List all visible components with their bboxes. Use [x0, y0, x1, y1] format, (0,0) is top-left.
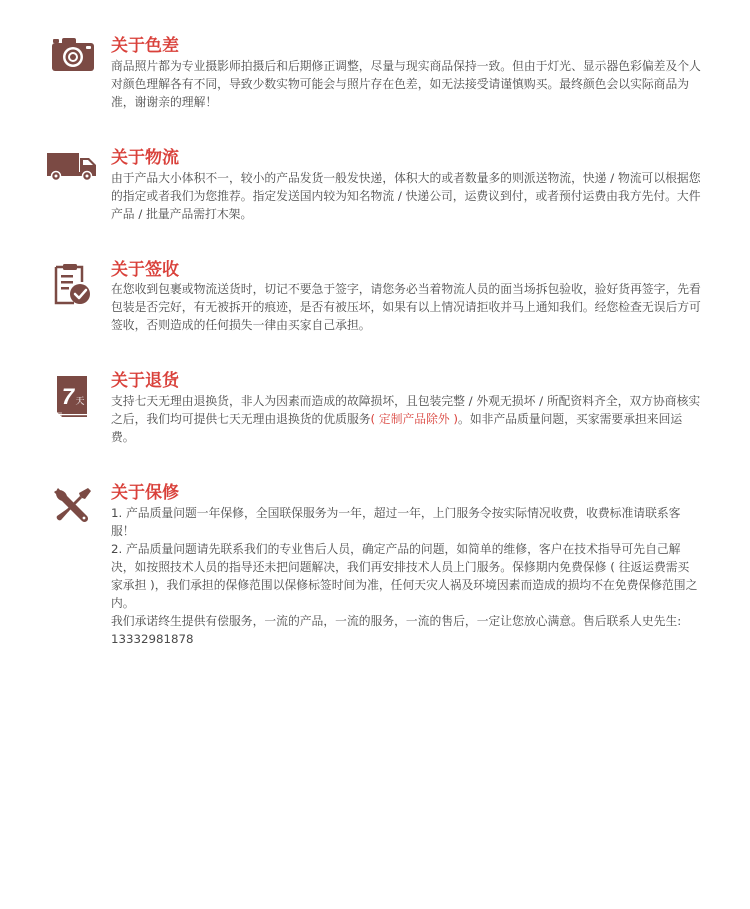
delivery-truck-icon	[46, 150, 100, 196]
section-title: 关于退货	[111, 371, 179, 391]
warranty-paragraph: 我们承诺终生提供有偿服务，一流的产品，一流的服务，一流的售后，一定让您放心满意。售后联系人史先生: 13332981878	[111, 614, 682, 646]
section-text: 由于产品大小体积不一，较小的产品发货一般发快递，体积大的或者数量多的则派送物流，快递 / 物流可以根据您的指定或者我们为您推荐。指定发送国内较为知名物流 / 快递公司，运费议到付，或者预付运费由我方先付。大件产品 / 批量产品需打木架。	[111, 171, 701, 221]
section-title: 关于物流	[111, 148, 179, 168]
section-title: 关于保修	[111, 483, 179, 503]
custom-products-excluded-note: ( 定制产品除外 )	[370, 412, 459, 426]
warranty-paragraph: 1. 产品质量问题一年保修，全国联保服务为一年，超过一年，上门服务令按实际情况收费，收费标准请联系客服！	[111, 506, 681, 538]
calendar-day-label: 天	[75, 397, 85, 407]
section-title: 关于签收	[111, 260, 179, 280]
returns-text-main: 支持七天无理由退换货，非人为因素而造成的故障损坏，且包装完整 / 外观无损坏 / 所配资料齐全，双方协商核实之后，我们均可提供七天无理由退换货的优质服务	[111, 394, 701, 426]
section-text	[111, 392, 701, 446]
seven-day-calendar-icon	[56, 375, 110, 421]
clipboard-check-icon	[52, 262, 106, 308]
camera-icon	[50, 36, 104, 82]
wrench-screwdriver-icon	[52, 486, 106, 532]
calendar-number: 7	[61, 384, 75, 409]
section-text: 在您收到包裹或物流送货时，切记不要急于签字，请您务必当着物流人员的面当场拆包验收，验好货再签字，先看包装是否完好，有无被拆开的痕迹，是否有被压坏，如果有以上情况请拒收并马上通知我们。经您检查无误后方可签收，否则造成的任何损失一律由买家自己承担。	[111, 282, 701, 332]
section-text	[111, 504, 701, 648]
section-title: 关于色差	[111, 36, 179, 56]
returns-text-tail: 。如非产品质量问题，买家需要承担来回运费。	[111, 412, 683, 444]
section-text: 商品照片都为专业摄影师拍摄后和后期修正调整，尽量与现实商品保持一致。但由于灯光、显示器色彩偏差及个人对颜色理解各有不同，导致少数实物可能会与照片存在色差，如无法接受请谨慎购买。最终颜色会以实际商品为准，谢谢亲的理解！	[111, 59, 701, 109]
warranty-paragraph: 2. 产品质量问题请先联系我们的专业售后人员，确定产品的问题，如简单的维修，客户在技术指导可先自己解决，如按照技术人员的指导还未把问题解决，我们再安排技术人员上门服务。保修期内免费保修 ( 往返运费需买家承担 )，我们承担的保修范围以保修标签时间为准，任何天灾人祸及环境因素而造成的损均不在免费保修范围之内。	[111, 542, 698, 610]
